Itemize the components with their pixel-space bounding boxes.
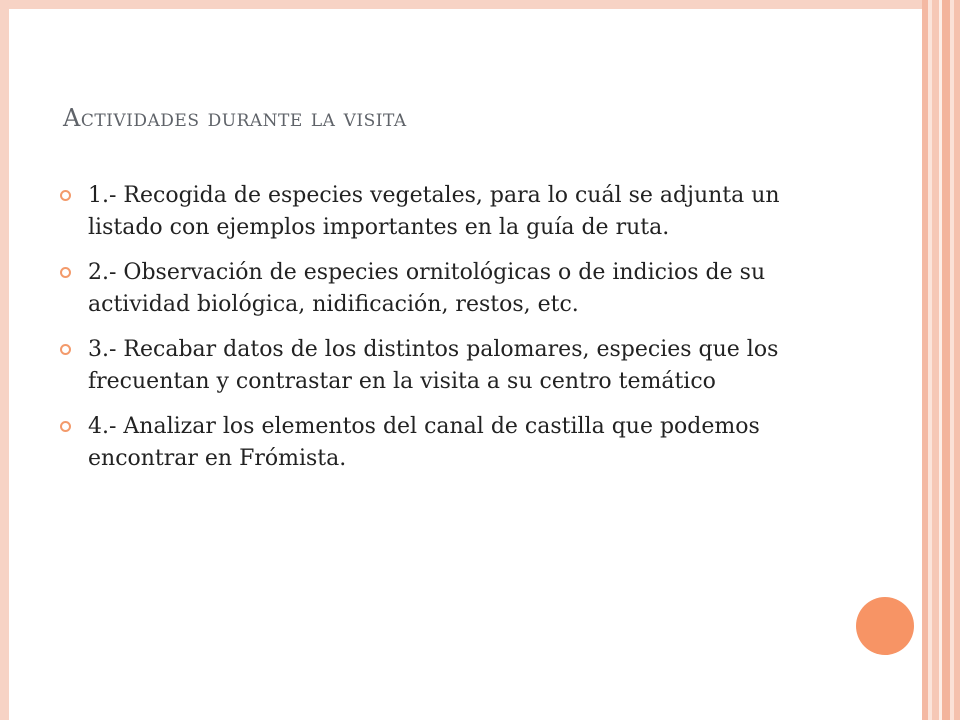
bullet-text: 2.- Observación de especies ornitológicas o de indicios de su actividad biológica, nidificación, restos, etc. [88,260,766,317]
orange-circle-icon [856,597,914,655]
bullet-list [60,180,830,488]
slide-title: Actividades durante la visita [63,104,407,132]
stripe [932,0,939,720]
bullet-text: 1.- Recogida de especies vegetales, para lo cuál se adjunta un listado con ejemplos importantes en la guía de ruta. [88,183,780,240]
bullet-item [60,334,830,398]
bullet-item [60,257,830,321]
bullet-item [60,180,830,244]
stripe [942,0,950,720]
bullet-item [60,411,830,475]
ring-bullet-icon [60,267,71,278]
stripe [954,0,960,720]
bullet-text: 4.- Analizar los elementos del canal de castilla que podemos encontrar en Frómista. [88,414,760,471]
ring-bullet-icon [60,190,71,201]
decorative-stripes [922,0,960,720]
ring-bullet-icon [60,344,71,355]
bullet-text: 3.- Recabar datos de los distintos palomares, especies que los frecuentan y contrastar en la visita a su centro temático [88,337,779,394]
ring-bullet-icon [60,421,71,432]
